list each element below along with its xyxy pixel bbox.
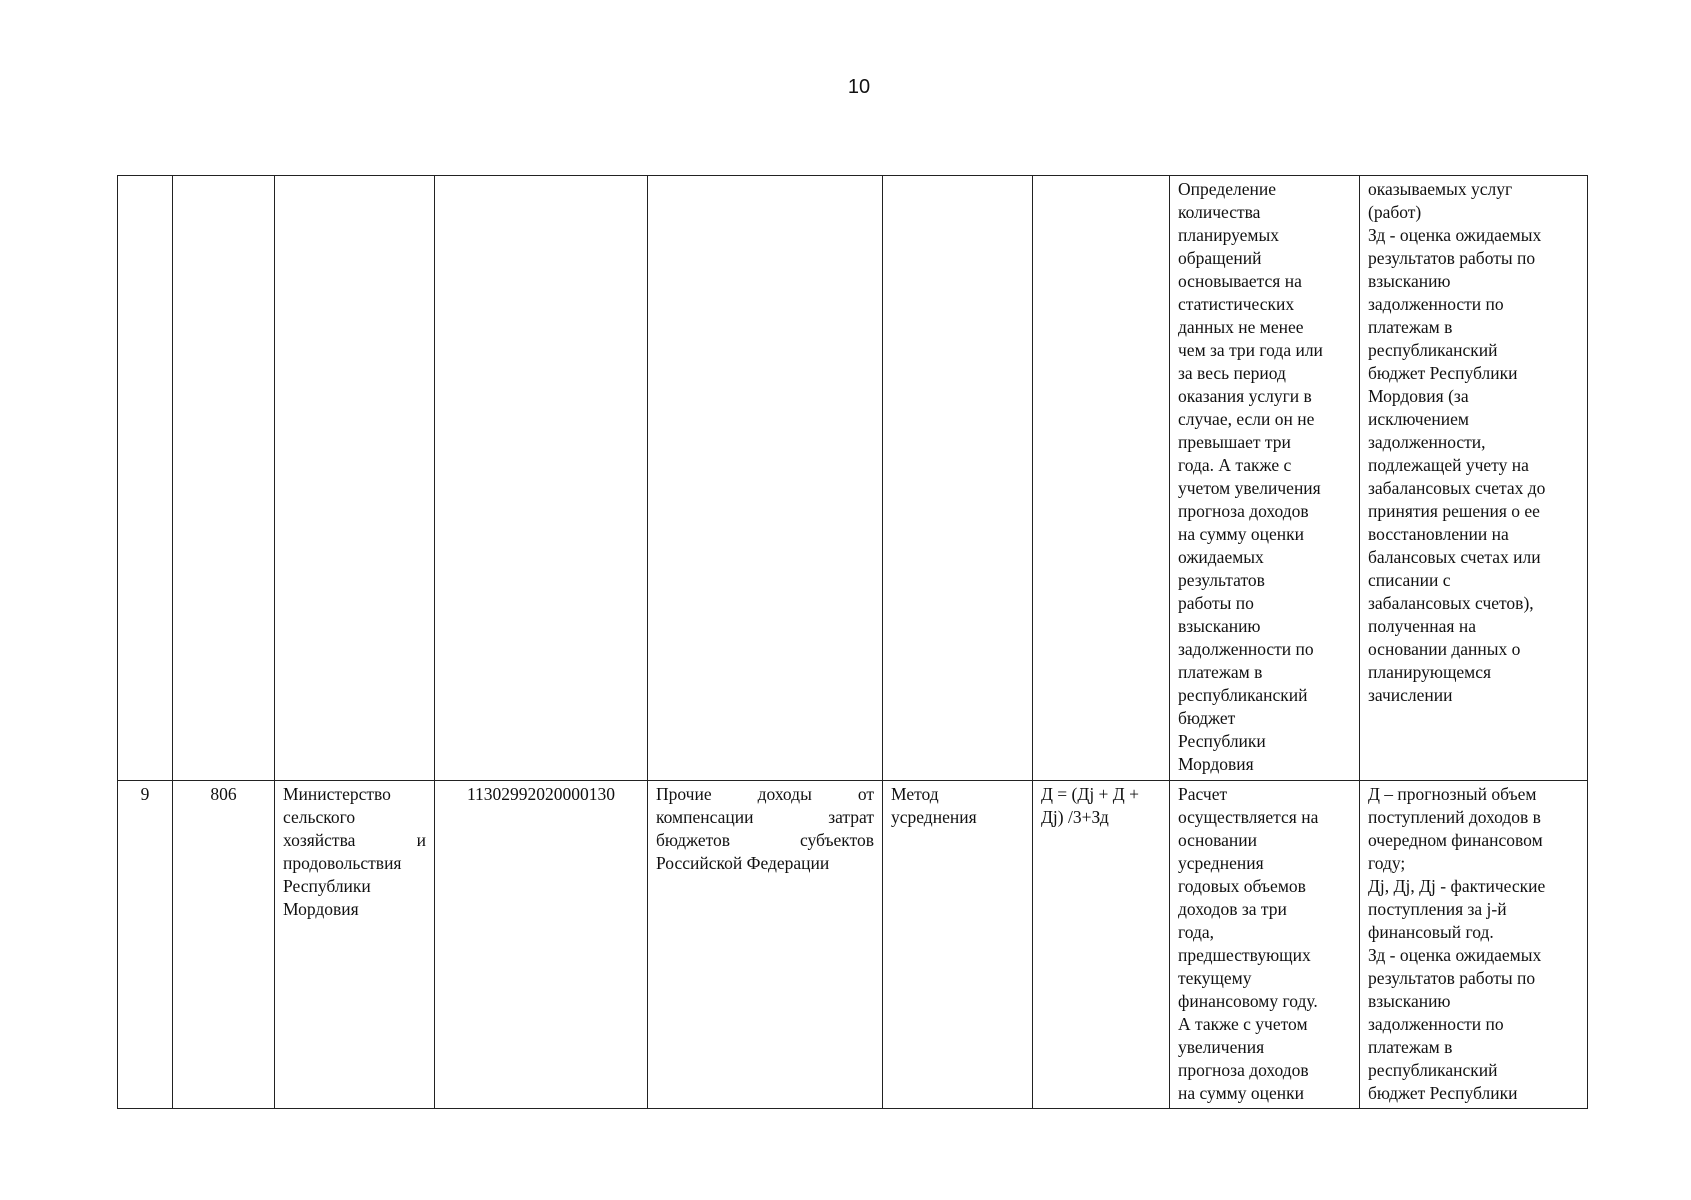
- page-number: 10: [847, 76, 871, 98]
- cell-indicators: оказываемых услуг (работ) Зд - оценка ожидаемых результатов работы по взысканию задолженности по платежам в республиканский бюджет Республики Мордовия (за исключением задолженности, подлежащей учету на забалансовых счетах до принятия решения о ее восстановлении на балансовых счетах или списании с забалансовых счетов), полученная на основании данных о планирующемся зачислении: [1360, 176, 1588, 781]
- cell-formula: Д = (Дj + Д + Дj) /3+Зд: [1033, 781, 1170, 1109]
- table-row: [118, 781, 1588, 1109]
- cell-number: [118, 176, 173, 781]
- cell-calc-method: Определение количества планируемых обращений основывается на статистических данных не менее чем за три года или за весь период оказания услуги в случае, если он не превышает три года. А также с учетом увеличения прогноза доходов на сумму оценки ожидаемых результатов работы по взысканию задолженности по платежам в республиканский бюджет Республики Мордовия: [1170, 176, 1360, 781]
- cell-code: [173, 176, 275, 781]
- cell-code: 806: [173, 781, 275, 1109]
- cell-revenue-name: [648, 176, 883, 781]
- cell-calc-method: Расчет осуществляется на основании усреднения годовых объемов доходов за три года, предшествующих текущему финансовому году. А также с учетом увеличения прогноза доходов на сумму оценки: [1170, 781, 1360, 1109]
- cell-kbk: [435, 176, 648, 781]
- table-row: [118, 176, 1588, 781]
- cell-indicators: Д – прогнозный объем поступлений доходов в очередном финансовом году; Дj, Дj, Дj - фактические поступления за j-й финансовый год. Зд - оценка ожидаемых результатов работы по взысканию задолженности по платежам в республиканский бюджет Республики: [1360, 781, 1588, 1109]
- cell-administrator: [275, 176, 435, 781]
- cell-method: Метод усреднения: [883, 781, 1033, 1109]
- cell-formula: [1033, 176, 1170, 781]
- cell-number: 9: [118, 781, 173, 1109]
- cell-kbk: 11302992020000130: [435, 781, 648, 1109]
- cell-administrator: Министерство сельского хозяйства и продовольствия Республики Мордовия: [275, 781, 435, 1109]
- cell-revenue-name: Прочие доходы от компенсации затрат бюджетов субъектов Российской Федерации: [648, 781, 883, 1109]
- revenue-forecast-table: [117, 175, 1588, 1109]
- cell-method: [883, 176, 1033, 781]
